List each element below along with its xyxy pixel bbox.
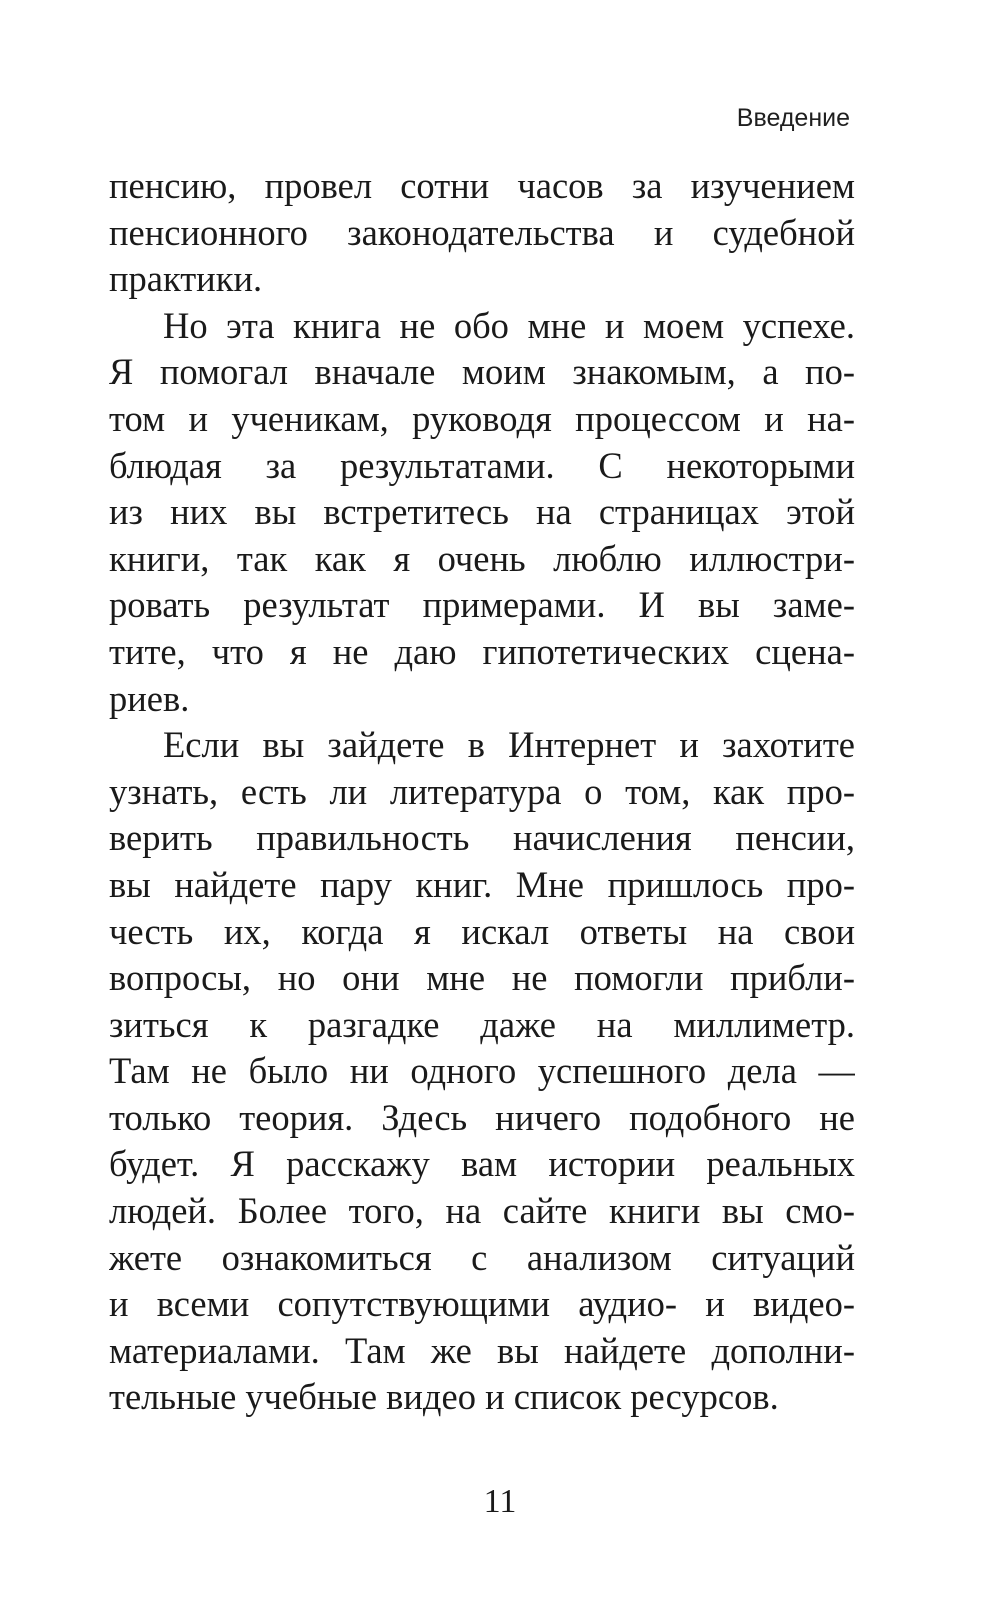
text-line: зиться к разгадке даже на миллиметр.: [109, 1003, 855, 1045]
text-line: блюдая за результатами. С некоторыми: [109, 444, 855, 486]
text-line: людей. Более того, на сайте книги вы смо-: [109, 1190, 855, 1232]
text-line: практики.: [109, 258, 263, 300]
text-line: жете ознакомиться с анализом ситуаций: [109, 1236, 855, 1278]
text-line: из них вы встретитесь на страницах этой: [109, 491, 855, 533]
running-head: Введение: [736, 104, 850, 132]
text-line: вы найдете пару книг. Мне пришлось про-: [109, 863, 855, 905]
text-line: вопросы, но они мне не помогли прибли-: [109, 957, 855, 999]
text-line: будет. Я расскажу вам истории реальных: [109, 1143, 855, 1185]
text-line: только теория. Здесь ничего подобного не: [109, 1096, 855, 1138]
text-line: Там не было ни одного успешного дела —: [109, 1050, 855, 1092]
paragraph: [109, 722, 855, 1421]
text-line: том и ученикам, руководя процессом и на-: [109, 397, 855, 439]
text-line: и всеми сопутствующими аудио- и видео-: [109, 1283, 855, 1325]
text-line: тельные учебные видео и список ресурсов.: [109, 1376, 779, 1418]
text-line: Если вы зайдете в Интернет и захотите: [163, 724, 855, 766]
paragraph: [109, 303, 855, 722]
text-line: пенсию, провел сотни часов за изучением: [109, 165, 855, 206]
text-line: пенсионного законодательства и судебной: [109, 211, 855, 253]
text-line: Я помогал вначале моим знакомым, а по-: [109, 351, 855, 393]
text-line: тите, что я не даю гипотетических сцена-: [109, 630, 855, 672]
body-text: [109, 163, 855, 1421]
text-line: узнать, есть ли литература о том, как про-: [109, 770, 855, 812]
text-line: верить правильность начисления пенсии,: [109, 817, 855, 859]
text-line: материалами. Там же вы найдете дополни-: [109, 1329, 855, 1371]
text-line: риев.: [109, 677, 190, 719]
text-line: ровать результат примерами. И вы заме-: [109, 584, 855, 626]
page-number: 11: [483, 1483, 517, 1520]
text-line: Но эта книга не обо мне и моем успехе.: [163, 304, 855, 346]
paragraph: [109, 163, 855, 303]
text-line: честь их, когда я искал ответы на свои: [109, 910, 855, 952]
text-line: книги, так как я очень люблю иллюстри-: [109, 537, 855, 579]
